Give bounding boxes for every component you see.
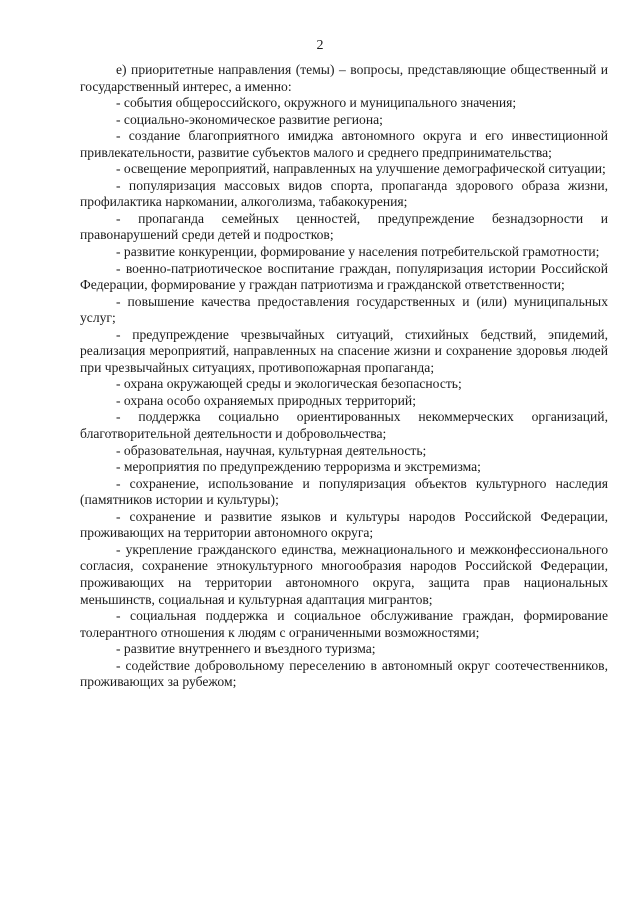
list-item: - создание благоприятного имиджа автономного округа и его инвестиционной привлекательности, развитие субъектов малого и среднего предпринимательства;	[80, 128, 608, 160]
list-item: - охрана окружающей среды и экологическая безопасность;	[116, 376, 462, 392]
list-item: - социальная поддержка и социальное обслуживание граждан, формирование толерантного отношения к людям с ограниченными возможностями;	[80, 608, 608, 640]
list-item: - поддержка социально ориентированных некоммерческих организаций, благотворительной деятельности и добровольчества;	[80, 409, 608, 442]
list-item: - содействие добровольному переселению в автономный округ соотечественников, проживающих за рубежом;	[80, 657, 608, 690]
list-item: - охрана особо охраняемых природных территорий;	[116, 392, 416, 408]
list-item: - сохранение и развитие языков и культуры народов Российской Федерации, проживающих на территории автономного округа;	[80, 508, 608, 541]
list-item: - освещение мероприятий, направленных на улучшение демографической ситуации;	[116, 161, 606, 177]
list-item: - популяризация массовых видов спорта, пропаганда здорового образа жизни, профилактика наркомании, алкоголизма, табакокурения;	[80, 177, 608, 210]
page-number: 2	[316, 38, 324, 53]
document-body	[80, 62, 608, 691]
list-item: - укрепление гражданского единства, межнационального и межконфессионального согласия, сохранение этнокультурного многообразия народов Российской Федерации, проживающих на территории автономного округа, защита прав национальных меньшинств, социальная и культурная адаптация мигрантов;	[80, 541, 608, 607]
list-item: - образовательная, научная, культурная деятельность;	[116, 442, 427, 458]
list-item: - развитие внутреннего и въездного туризма;	[116, 641, 376, 657]
list-item: - сохранение, использование и популяризация объектов культурного наследия (памятников истории и культуры);	[80, 475, 608, 508]
list-item: - повышение качества предоставления государственных и (или) муниципальных услуг;	[80, 293, 608, 326]
list-item: - социально-экономическое развитие региона;	[116, 111, 383, 127]
list-item: - события общероссийского, окружного и муниципального значения;	[116, 95, 517, 111]
list-item: - предупреждение чрезвычайных ситуаций, стихийных бедствий, эпидемий, реализация мероприятий, направленных на спасение жизни и сохранение здоровья людей при чрезвычайных ситуациях, противопожарная пропаганда;	[80, 326, 608, 375]
list-item: - мероприятия по предупреждению терроризма и экстремизма;	[116, 459, 481, 475]
list-item: - развитие конкуренции, формирование у населения потребительской грамотности;	[116, 244, 600, 260]
list-item: - пропаганда семейных ценностей, предупреждение безнадзорности и правонарушений среди детей и подростков;	[80, 210, 608, 243]
paragraph-intro: е) приоритетные направления (темы) – вопросы, представляющие общественный и государственный интерес, а именно:	[80, 62, 608, 94]
list-item: - военно-патриотическое воспитание граждан, популяризация истории Российской Федерации, формирование у граждан патриотизма и гражданской ответственности;	[80, 260, 608, 293]
